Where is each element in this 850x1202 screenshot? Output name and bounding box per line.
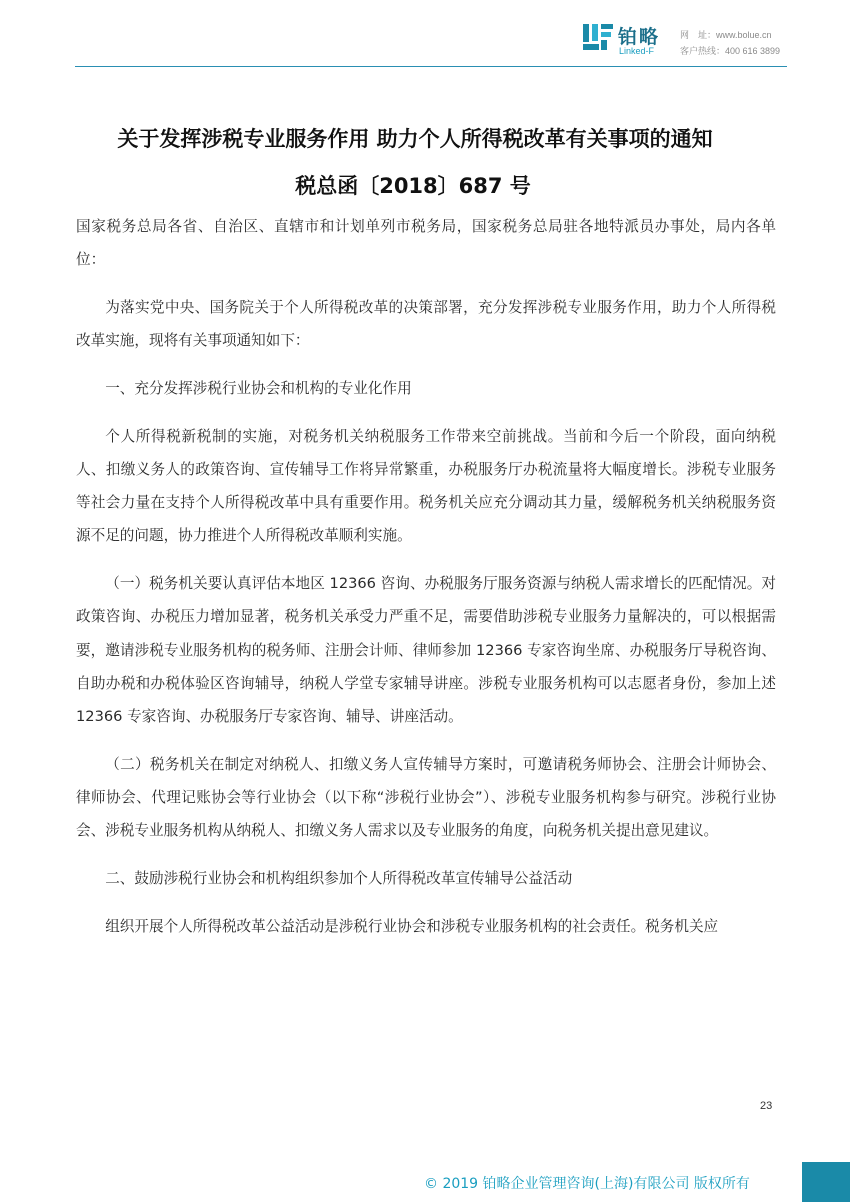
body-paragraph: 个人所得税新税制的实施，对税务机关纳税服务工作带来空前挑战。当前和今后一个阶段，面向纳税人、扣缴义务人的政策咨询、宣传辅导工作将异常繁重，办税服务厅办税流量将大幅度增长。涉税专业服务等社会力量在支持个人所得税改革中具有重要作用。税务机关应充分调动其力量，缓解税务机关纳税服务资源不足的问题，协力推进个人所得税改革顺利实施。	[76, 427, 776, 545]
page-number: 23	[760, 1100, 773, 1112]
document-body	[76, 210, 776, 958]
body-paragraph: （一）税务机关要认真评估本地区 12366 咨询、办税服务厅服务资源与纳税人需求增长的匹配情况。对政策咨询、办税压力增加显著，税务机关承受力严重不足，需要借助涉税专业服务力量解决的，可以根据需要，邀请涉税专业服务机构的税务师、注册会计师、律师参加 12366 专家咨询坐席、办税服务厅导税咨询、自助办税和办税体验区咨询辅导，纳税人学堂专家辅导讲座。涉税专业服务机构可以志愿者身份，参加上述 12366 专家咨询、办税服务厅专家咨询、辅导、讲座活动。	[76, 575, 776, 726]
logo-english-name: Linked-F	[619, 46, 655, 56]
logo-chinese-name: 铂略	[618, 26, 661, 48]
bolue-logo-icon	[583, 24, 613, 50]
contact-info	[680, 27, 780, 59]
addressee-paragraph: 国家税务总局各省、自治区、直辖市和计划单列市税务局，国家税务总局驻各地特派员办事处，局内各单位：	[76, 218, 776, 269]
page-header	[0, 0, 850, 70]
body-paragraph: 为落实党中央、国务院关于个人所得税改革的决策部署，充分发挥涉税专业服务作用，助力个人所得税改革实施，现将有关事项通知如下：	[76, 299, 776, 350]
section-heading: 一、充分发挥涉税行业协会和机构的专业化作用	[105, 380, 412, 397]
document-title: 关于发挥涉税专业服务作用 助力个人所得税改革有关事项的通知	[117, 127, 713, 151]
footer-copyright: © 2019 铂略企业管理咨询(上海)有限公司 版权所有	[424, 1176, 750, 1192]
body-paragraph: 组织开展个人所得税改革公益活动是涉税行业协会和涉税专业服务机构的社会责任。税务机关应	[105, 917, 719, 935]
footer-accent-block	[802, 1162, 850, 1202]
header-divider	[75, 66, 787, 67]
document-number: 税总函〔2018〕687 号	[295, 174, 531, 198]
body-paragraph: （二）税务机关在制定对纳税人、扣缴义务人宣传辅导方案时，可邀请税务师协会、注册会计师协会、律师协会、代理记账协会等行业协会（以下称“涉税行业协会”）、涉税专业服务机构参与研究。涉税行业协会、涉税专业服务机构从纳税人、扣缴义务人需求以及专业服务的角度，向税务机关提出意见建议。	[76, 755, 776, 840]
section-heading: 二、鼓励涉税行业协会和机构组织参加个人所得税改革宣传辅导公益活动	[105, 870, 573, 888]
hotline-label: 客户热线：400 616 3899	[680, 46, 781, 56]
website-label: 网 址：www.bolue.cn	[680, 30, 772, 40]
